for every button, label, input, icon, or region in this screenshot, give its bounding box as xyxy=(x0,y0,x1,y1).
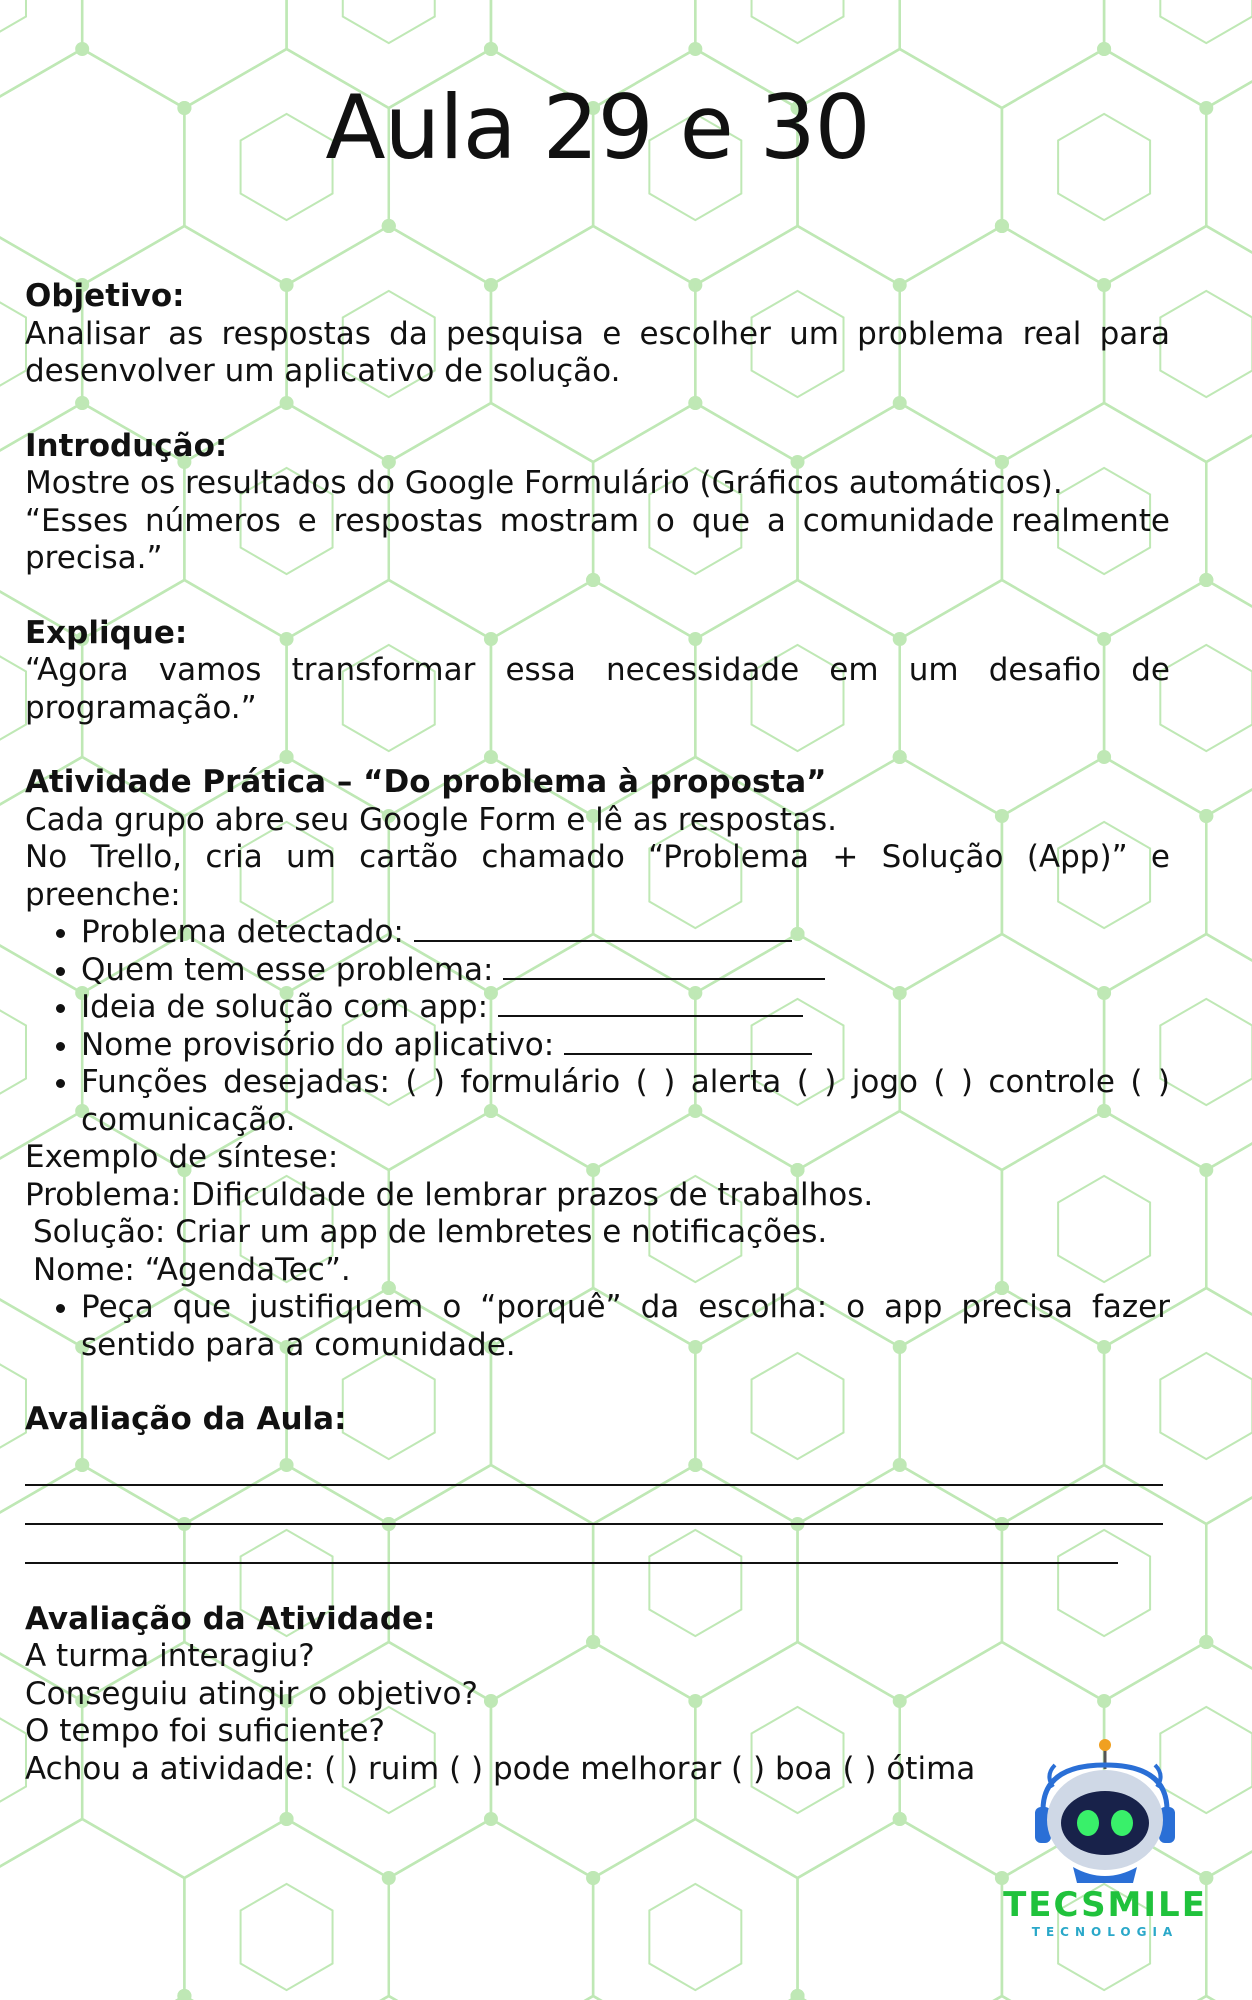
fill-blank-line xyxy=(503,952,825,980)
hexagon-inner-shape xyxy=(241,1884,333,1990)
fill-in-list xyxy=(25,914,1170,1139)
list-item: • Nome provisório do aplicativo: xyxy=(81,1027,1170,1065)
robot-icon xyxy=(995,1735,1215,1885)
hexagon-inner-shape xyxy=(0,0,26,43)
answer-line xyxy=(25,1525,1118,1564)
fill-blank-line xyxy=(498,989,803,1017)
exemplo-solucao: Solução: Criar um app de lembretes e notificações. xyxy=(33,1214,828,1250)
lesson-body xyxy=(25,278,1170,1825)
question-2: Conseguiu atingir o objetivo? xyxy=(25,1675,478,1712)
pattern-node xyxy=(177,1989,191,2000)
tip-list xyxy=(25,1289,1170,1364)
pattern-node xyxy=(382,219,396,233)
introducao-section xyxy=(25,428,1170,578)
hexagon-inner-shape xyxy=(1160,0,1252,43)
hexagon-shape xyxy=(798,1819,1002,2000)
objetivo-text: Analisar as respostas da pesquisa e escolher um problema real para desenvolver um aplicativo de solução. xyxy=(25,315,1170,389)
hexagon-shape xyxy=(0,1819,184,2000)
hexagon-inner-shape xyxy=(0,645,26,751)
explique-heading: Explique: xyxy=(25,614,188,651)
atividade-line-2: No Trello, cria um cartão chamado “Problema + Solução (App)” e preenche: xyxy=(25,839,1170,913)
introducao-line-1: Mostre os resultados do Google Formulário (Gráficos automáticos). xyxy=(25,465,1063,501)
question-3: O tempo foi suficiente? xyxy=(25,1713,385,1749)
hexagon-inner-shape xyxy=(0,1353,26,1459)
list-item: • Funções desejadas: ( ) formulário ( ) alerta ( ) jogo ( ) controle ( ) comunicação. xyxy=(81,1064,1170,1139)
hexagon-inner-shape xyxy=(0,999,26,1105)
pattern-node xyxy=(1199,573,1213,587)
tecsmile-logo xyxy=(995,1735,1215,1945)
hexagon-inner-shape xyxy=(649,1884,741,1990)
hexagon-shape xyxy=(389,1819,593,2000)
objetivo-section xyxy=(25,278,1170,391)
avaliacao-aula-section xyxy=(25,1401,1170,1564)
pattern-node xyxy=(791,1989,805,2000)
exemplo-label: Exemplo de síntese: xyxy=(25,1139,339,1175)
hexagon-shape xyxy=(900,1996,1104,2000)
pattern-node xyxy=(995,219,1009,233)
answer-line xyxy=(25,1447,1163,1486)
hexagon-inner-shape xyxy=(1160,999,1252,1105)
avaliacao-aula-heading: Avaliação da Aula: xyxy=(25,1401,347,1437)
hexagon-inner-shape xyxy=(1160,291,1252,397)
avaliacao-atividade-heading: Avaliação da Atividade: xyxy=(25,1600,436,1637)
fill-blank-line xyxy=(564,1027,812,1055)
question-1: A turma interagiu? xyxy=(25,1638,315,1674)
question-4: Achou a atividade: ( ) ruim ( ) pode melhorar ( ) boa ( ) ótima xyxy=(25,1750,976,1787)
hexagon-shape xyxy=(593,1819,797,2000)
hexagon-inner-shape xyxy=(1160,1353,1252,1459)
fill-blank-line xyxy=(414,914,792,942)
list-item: • Problema detectado: xyxy=(81,914,1170,952)
hexagon-inner-shape xyxy=(752,0,844,43)
pattern-node xyxy=(1199,809,1213,823)
introducao-line-2: “Esses números e respostas mostram o que a comunidade realmente precisa.” xyxy=(25,502,1170,576)
explique-text: “Agora vamos transformar essa necessidade em um desafio de programação.” xyxy=(25,652,1170,726)
atividade-section xyxy=(25,764,1170,1364)
hexagon-shape xyxy=(491,1996,695,2000)
hexagon-inner-shape xyxy=(343,0,435,43)
pattern-node xyxy=(1199,1635,1213,1649)
answer-line xyxy=(25,1486,1163,1525)
hexagon-shape xyxy=(1104,1996,1252,2000)
introducao-heading: Introdução: xyxy=(25,427,228,464)
answer-lines xyxy=(25,1447,1170,1564)
hexagon-shape xyxy=(0,1996,82,2000)
list-item: • Peça que justifiquem o “porquê” da escolha: o app precisa fazer sentido para a comunidade. xyxy=(81,1289,1170,1364)
brand-name: TECSMILE xyxy=(1003,1885,1207,1925)
hexagon-inner-shape xyxy=(1160,645,1252,751)
hexagon-inner-shape xyxy=(0,1707,26,1813)
pattern-node xyxy=(75,42,89,56)
atividade-heading: Atividade Prática – “Do problema à proposta” xyxy=(25,764,827,800)
hexagon-inner-shape xyxy=(0,291,26,397)
pattern-node xyxy=(586,1871,600,1885)
hexagon-shape xyxy=(184,1819,388,2000)
hexagon-shape xyxy=(287,1996,491,2000)
page-title: Aula 29 e 30 xyxy=(325,76,870,179)
exemplo-nome: Nome: “AgendaTec”. xyxy=(33,1251,351,1288)
exemplo-problema: Problema: Dificuldade de lembrar prazos de trabalhos. xyxy=(25,1176,874,1213)
pattern-node xyxy=(688,42,702,56)
list-item: • Ideia de solução com app: xyxy=(81,989,1170,1027)
explique-section xyxy=(25,615,1170,728)
brand-subtitle: TECNOLOGIA xyxy=(1031,1925,1179,1939)
atividade-line-1: Cada grupo abre seu Google Form e lê as respostas. xyxy=(25,801,837,838)
list-item: • Quem tem esse problema: xyxy=(81,952,1170,990)
objetivo-heading: Objetivo: xyxy=(25,278,185,314)
